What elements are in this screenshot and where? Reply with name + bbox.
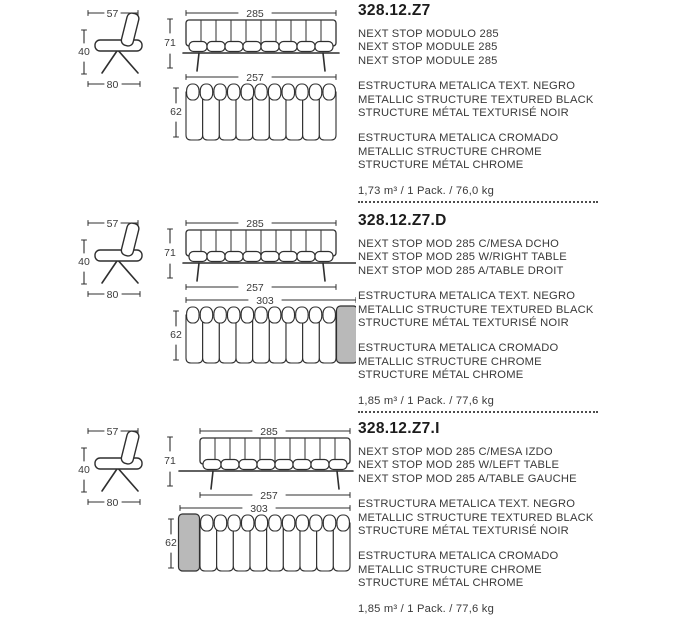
sofa-leg bbox=[337, 471, 339, 489]
top-back-cushion bbox=[296, 84, 308, 100]
seat-cushion bbox=[261, 252, 279, 262]
top-back-cushion bbox=[187, 307, 199, 323]
top-back-cushion bbox=[241, 307, 253, 323]
seat-cushion bbox=[315, 252, 333, 262]
side-view-drawing bbox=[78, 426, 176, 509]
technical-drawing bbox=[0, 418, 356, 614]
packing-info: 1,73 m³ / 1 Pack. / 76,0 kg bbox=[358, 184, 494, 197]
dimension-label: 71 bbox=[164, 37, 176, 49]
top-back-cushion bbox=[282, 515, 294, 531]
seat-cushion bbox=[315, 42, 333, 52]
dimension-label: 257 bbox=[246, 72, 264, 84]
dimension-label: 40 bbox=[78, 256, 90, 268]
seat-cushion bbox=[243, 252, 261, 262]
dimension-label: 80 bbox=[106, 289, 119, 301]
finish-black-es: ESTRUCTURA METALICA TEXT. NEGRO bbox=[358, 80, 576, 93]
chair-leg bbox=[102, 258, 119, 283]
top-back-cushion bbox=[323, 307, 335, 323]
top-view-drawing bbox=[165, 490, 350, 571]
dimension-label: 285 bbox=[246, 218, 264, 230]
packing-info: 1,85 m³ / 1 Pack. / 77,6 kg bbox=[358, 602, 494, 615]
product-name-en: NEXT STOP MOD 285 W/LEFT TABLE bbox=[358, 459, 560, 472]
seat-cushion bbox=[225, 252, 243, 262]
top-view-drawing bbox=[170, 282, 356, 363]
finish-chrome-fr: STRUCTURE MÉTAL CHROME bbox=[358, 159, 524, 172]
product-info bbox=[358, 210, 658, 413]
technical-drawing bbox=[0, 0, 356, 196]
product-code: 328.12.Z7 bbox=[358, 2, 431, 19]
seat-cushion bbox=[297, 42, 315, 52]
top-back-cushion bbox=[296, 515, 308, 531]
top-back-cushion bbox=[255, 84, 267, 100]
seat-cushion bbox=[261, 42, 279, 52]
top-back-cushion bbox=[255, 307, 267, 323]
top-back-cushion bbox=[337, 515, 349, 531]
finish-chrome bbox=[358, 550, 658, 590]
seat-cushion bbox=[311, 460, 329, 470]
top-back-cushion bbox=[296, 307, 308, 323]
top-back-cushion bbox=[310, 515, 322, 531]
product-info bbox=[358, 0, 658, 203]
seat-cushion bbox=[189, 42, 207, 52]
product-name-es: NEXT STOP MOD 285 C/MESA IZDO bbox=[358, 446, 553, 458]
finish-black-fr: STRUCTURE MÉTAL TEXTURISÉ NOIR bbox=[358, 525, 569, 538]
dimension-label: 40 bbox=[78, 464, 90, 476]
sofa-leg bbox=[197, 53, 199, 71]
finish-chrome-en: METALLIC STRUCTURE CHROME bbox=[358, 355, 542, 368]
chair-leg bbox=[116, 258, 138, 283]
product-name-en: NEXT STOP MOD 285 W/RIGHT TABLE bbox=[358, 251, 567, 264]
finish-chrome-en: METALLIC STRUCTURE CHROME bbox=[358, 145, 542, 158]
product-code: 328.12.Z7.I bbox=[358, 420, 440, 437]
dimension-label: 57 bbox=[106, 8, 119, 20]
dimension-label: 285 bbox=[260, 426, 278, 438]
dimension-label: 303 bbox=[250, 503, 268, 515]
finish-black-es: ESTRUCTURA METALICA TEXT. NEGRO bbox=[358, 498, 576, 511]
product-section-z7d bbox=[0, 210, 700, 413]
finish-chrome-en: METALLIC STRUCTURE CHROME bbox=[358, 563, 542, 576]
seat-cushion bbox=[225, 42, 243, 52]
side-table-right bbox=[337, 306, 357, 363]
seat-cushion bbox=[243, 42, 261, 52]
dimension-label: 285 bbox=[246, 8, 264, 20]
chair-leg bbox=[102, 466, 119, 491]
seat-cushion bbox=[221, 460, 239, 470]
top-back-cushion bbox=[268, 307, 280, 323]
dimension-label: 71 bbox=[164, 455, 176, 467]
dotted-separator bbox=[358, 201, 598, 203]
chair-leg bbox=[116, 466, 138, 491]
top-back-cushion bbox=[228, 307, 240, 323]
product-name-es: NEXT STOP MODULO 285 bbox=[358, 28, 499, 40]
seat-cushion bbox=[297, 252, 315, 262]
side-table-left bbox=[179, 514, 200, 571]
seat-cushion bbox=[239, 460, 257, 470]
chair-seat bbox=[95, 40, 142, 51]
top-back-cushion bbox=[323, 515, 335, 531]
dimension-label: 80 bbox=[106, 497, 119, 509]
finish-black-en: METALLIC STRUCTURE TEXTURED BLACK bbox=[358, 93, 594, 106]
finish-black-en: METALLIC STRUCTURE TEXTURED BLACK bbox=[358, 303, 594, 316]
technical-drawing bbox=[0, 210, 356, 406]
finish-chrome-es: ESTRUCTURA METALICA CROMADO bbox=[358, 132, 559, 145]
product-section-z7 bbox=[0, 0, 700, 203]
product-names bbox=[358, 238, 658, 278]
product-info bbox=[358, 418, 658, 615]
side-view-drawing bbox=[78, 218, 176, 301]
chair-leg bbox=[116, 48, 138, 73]
product-names bbox=[358, 28, 658, 68]
dimension-label: 303 bbox=[256, 295, 274, 307]
product-name-fr: NEXT STOP MODULE 285 bbox=[358, 54, 498, 67]
dimension-label: 257 bbox=[260, 490, 278, 502]
top-back-cushion bbox=[309, 307, 321, 323]
product-name-fr: NEXT STOP MOD 285 A/TABLE DROIT bbox=[358, 264, 564, 277]
seat-cushion bbox=[279, 42, 297, 52]
top-back-cushion bbox=[255, 515, 267, 531]
finish-black bbox=[358, 80, 658, 120]
product-name-fr: NEXT STOP MOD 285 A/TABLE GAUCHE bbox=[358, 472, 577, 485]
top-back-cushion bbox=[228, 515, 240, 531]
seat-cushion bbox=[329, 460, 347, 470]
top-back-cushion bbox=[214, 84, 226, 100]
sofa-leg bbox=[323, 263, 325, 281]
top-back-cushion bbox=[282, 307, 294, 323]
seat-cushion bbox=[257, 460, 275, 470]
finish-chrome bbox=[358, 342, 658, 382]
finish-chrome-fr: STRUCTURE MÉTAL CHROME bbox=[358, 369, 524, 382]
finish-chrome-es: ESTRUCTURA METALICA CROMADO bbox=[358, 550, 559, 563]
top-back-cushion bbox=[282, 84, 294, 100]
finish-black bbox=[358, 290, 658, 330]
finish-black-fr: STRUCTURE MÉTAL TEXTURISÉ NOIR bbox=[358, 107, 569, 120]
dimension-label: 40 bbox=[78, 46, 90, 58]
finish-chrome bbox=[358, 132, 658, 172]
dimension-label: 62 bbox=[170, 106, 182, 118]
dimension-label: 62 bbox=[165, 537, 177, 549]
dimension-label: 80 bbox=[106, 79, 119, 91]
chair-leg bbox=[102, 48, 119, 73]
finish-chrome-fr: STRUCTURE MÉTAL CHROME bbox=[358, 577, 524, 590]
dimension-label: 57 bbox=[106, 218, 119, 230]
chair-seat bbox=[95, 458, 142, 469]
seat-cushion bbox=[207, 252, 225, 262]
seat-cushion bbox=[207, 42, 225, 52]
sofa-leg bbox=[197, 263, 199, 281]
top-back-cushion bbox=[241, 84, 253, 100]
seat-cushion bbox=[189, 252, 207, 262]
product-name-es: NEXT STOP MOD 285 C/MESA DCHO bbox=[358, 238, 560, 250]
seat-cushion bbox=[203, 460, 221, 470]
top-back-cushion bbox=[242, 515, 254, 531]
packing-info: 1,85 m³ / 1 Pack. / 77,6 kg bbox=[358, 394, 494, 407]
top-back-cushion bbox=[214, 515, 226, 531]
side-view-drawing bbox=[78, 8, 176, 91]
product-code: 328.12.Z7.D bbox=[358, 212, 447, 229]
dimension-label: 71 bbox=[164, 247, 176, 259]
product-section-z7i bbox=[0, 418, 700, 615]
product-names bbox=[358, 446, 658, 486]
product-name-en: NEXT STOP MODULE 285 bbox=[358, 41, 498, 54]
top-back-cushion bbox=[200, 84, 212, 100]
top-back-cushion bbox=[228, 84, 240, 100]
top-back-cushion bbox=[268, 84, 280, 100]
sofa-leg bbox=[211, 471, 213, 489]
dotted-separator bbox=[358, 411, 598, 413]
sofa-leg bbox=[323, 53, 325, 71]
finish-black bbox=[358, 498, 658, 538]
top-back-cushion bbox=[187, 84, 199, 100]
dimension-label: 57 bbox=[106, 426, 119, 438]
chair-seat bbox=[95, 250, 142, 261]
finish-black-en: METALLIC STRUCTURE TEXTURED BLACK bbox=[358, 511, 594, 524]
finish-chrome-es: ESTRUCTURA METALICA CROMADO bbox=[358, 342, 559, 355]
finish-black-fr: STRUCTURE MÉTAL TEXTURISÉ NOIR bbox=[358, 317, 569, 330]
seat-cushion bbox=[293, 460, 311, 470]
dimension-label: 62 bbox=[170, 329, 182, 341]
seat-cushion bbox=[275, 460, 293, 470]
top-back-cushion bbox=[200, 307, 212, 323]
front-view-drawing bbox=[183, 8, 339, 71]
top-back-cushion bbox=[214, 307, 226, 323]
top-view-drawing bbox=[170, 72, 336, 140]
front-view-drawing bbox=[183, 218, 356, 281]
dimension-label: 257 bbox=[246, 282, 264, 294]
top-back-cushion bbox=[201, 515, 213, 531]
top-back-cushion bbox=[309, 84, 321, 100]
finish-black-es: ESTRUCTURA METALICA TEXT. NEGRO bbox=[358, 290, 576, 303]
front-view-drawing bbox=[179, 426, 353, 489]
seat-cushion bbox=[279, 252, 297, 262]
top-back-cushion bbox=[269, 515, 281, 531]
top-back-cushion bbox=[323, 84, 335, 100]
